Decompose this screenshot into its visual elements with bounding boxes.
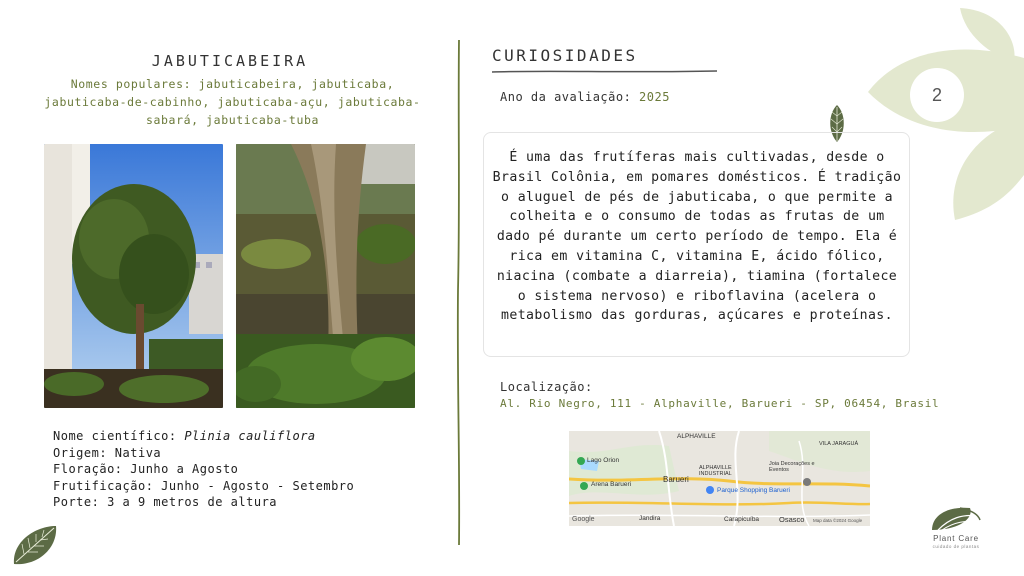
- curiosities-text: É uma das frutíferas mais cultivadas, desde o Brasil Colônia, em pomares domésticos. É tradição o aluguel de pés de jabuticaba, o que permite a colheita e o consumo de todas as frutas de um dado pé durante um certo período de tempo. Ela é rica em vitamina C, vitamina E, ácido fólico, niacina (combate a diarreia), tiamina (fortalece o sistema nervoso) e riboflavina (acelera o metabolismo das gorduras, açúcares e proteínas.: [492, 150, 902, 324]
- location-map[interactable]: ALPHAVILLE VILA JARAGUÁ Lago Orion Barueri ALPHAVILLE INDUSTRIAL Joia Decorações e Eventos Arena Barueri Parque Shopping Barueri Jandira Carapicuíba Osasco Google Map data ©2024 Google: [569, 431, 870, 526]
- size: Porte: 3 a 9 metros de altura: [53, 495, 278, 509]
- flowering: Floração: Junho a Agosto: [53, 462, 239, 476]
- plant-title: JABUTICABEIRA: [151, 52, 309, 70]
- brand-tagline: cuidado de plantas: [932, 544, 980, 549]
- location-label: Localização:: [500, 380, 593, 394]
- plant-photo-full-tree: [44, 144, 223, 408]
- vertical-divider: [455, 40, 463, 545]
- location-address: Al. Rio Negro, 111 - Alphaville, Barueri - SP, 06454, Brasil: [500, 397, 940, 410]
- curiosities-title: CURIOSIDADES: [492, 46, 638, 65]
- title-underline: [492, 69, 717, 75]
- evaluation-year: Ano da avaliação: 2025: [500, 90, 670, 104]
- fruiting: Frutificação: Junho - Agosto - Setembro: [53, 478, 355, 493]
- evaluation-year-value: 2025: [639, 90, 670, 104]
- leaf-icon: [10, 522, 60, 568]
- plant-facts: [53, 428, 354, 511]
- scientific-name-value: Plinia cauliflora: [184, 429, 316, 443]
- origin: Origem: Nativa: [53, 445, 162, 460]
- scientific-name: Nome científico: Plinia cauliflora: [53, 429, 316, 443]
- brand-name: Plant Care: [933, 534, 979, 543]
- plant-care-logo: [930, 504, 982, 532]
- plant-photo-trunk: [236, 144, 415, 408]
- page-number-badge: 2: [910, 68, 964, 122]
- popular-names: Nomes populares: jabuticabeira, jabuticaba, jabuticaba-de-cabinho, jabuticaba-açu, jabuticaba-sabará, jabuticaba-tuba: [44, 77, 421, 127]
